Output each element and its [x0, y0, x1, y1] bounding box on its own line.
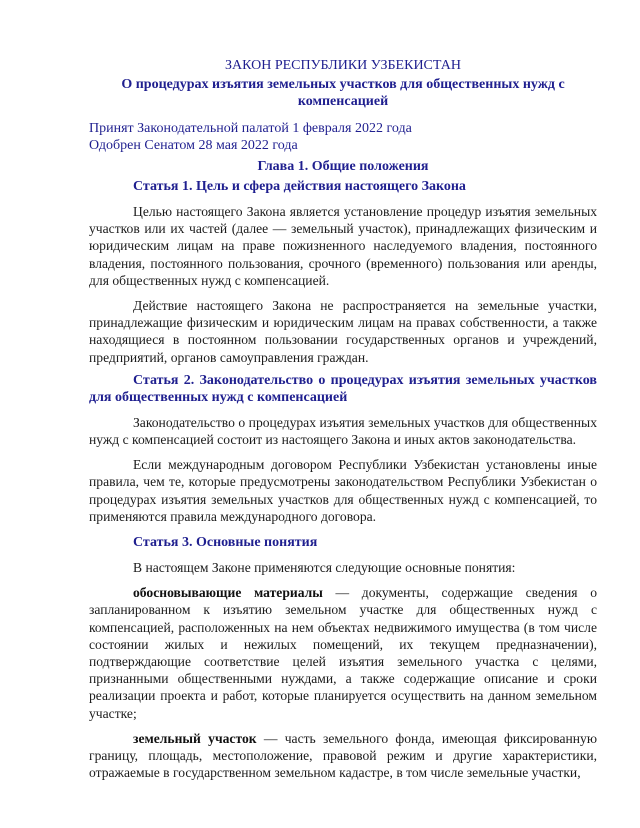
definition-term: обосновывающие материалы	[133, 585, 323, 601]
document-page	[89, 57, 597, 781]
article-3-intro: В настоящем Законе применяются следующие основные понятия:	[133, 560, 516, 576]
article-1-paragraph: Целью настоящего Закона является установление процедур изъятия земельных участков или их частей (далее — земельный участок), принадлежащих физическим и юридическим лицам на праве пожизненного наследуемого владения, постоянного владения, постоянного пользования, срочного (временного) пользования или аренды, для общественных нужд с компенсацией.	[89, 204, 597, 288]
approved-date: Одобрен Сенатом 28 мая 2022 года	[89, 138, 298, 153]
adopted-date: Принят Законодательной палатой 1 февраля 2022 года	[89, 121, 412, 136]
article-2-paragraph: Законодательство о процедурах изъятия земельных участков для общественных нужд с компенсацией состоит из настоящего Закона и иных актов законодательства.	[89, 414, 597, 448]
law-subtitle: О процедурах изъятия земельных участков для общественных нужд с компенсацией	[121, 77, 565, 109]
article-2-paragraph: Если международным договором Республики Узбекистан установлены иные правила, чем те, которые предусмотрены законодательством Республики Узбекистан о процедурах изъятия земельных участков для общественных нужд с компенсацией, то применяются правила международного договора.	[89, 457, 597, 524]
article-3-title: Статья 3. Основные понятия	[133, 535, 318, 551]
definition-term: земельный участок	[133, 730, 257, 746]
adoption-info	[89, 120, 597, 154]
chapter-heading: Глава 1. Общие положения	[257, 159, 429, 174]
article-1-paragraph: Действие настоящего Закона не распространяется на земельные участки, принадлежащие физическим и юридическим лицам на правах собственности, а также находящиеся в постоянном пользовании государственных органов и учреждений, предприятий, органов самоуправления граждан.	[89, 298, 597, 365]
definition-item	[89, 730, 597, 782]
law-title: ЗАКОН РЕСПУБЛИКИ УЗБЕКИСТАН	[225, 58, 461, 73]
definition-text: — часть земельного фонда, имеющая фиксированную границу, площадь, местоположение, правовой режим и другие характеристики, отражаемые в государственном земельном кадастре, в том числе земельные участки,	[89, 730, 598, 781]
definition-item	[89, 584, 597, 722]
definition-text: — документы, содержащие сведения о запланированном к изъятию земельном участке для общественных нужд с компенсацией, расположенных на нем объектах недвижимого имущества (в том числе состоянии жилых и нежилых помещений, их текущем предназначении), подтверждающие соответствие целей изъятия земельного участка с целями, признанными общественными нуждами, а также содержащие описание и сроки реализации проекта и работ, которые планируется осуществить на данном земельном участке;	[89, 585, 598, 721]
article-2-title: Статья 2. Законодательство о процедурах изъятия земельных участков для общественных нужд с компенсацией	[89, 372, 597, 405]
article-1-title: Статья 1. Цель и сфера действия настоящего Закона	[133, 179, 466, 194]
